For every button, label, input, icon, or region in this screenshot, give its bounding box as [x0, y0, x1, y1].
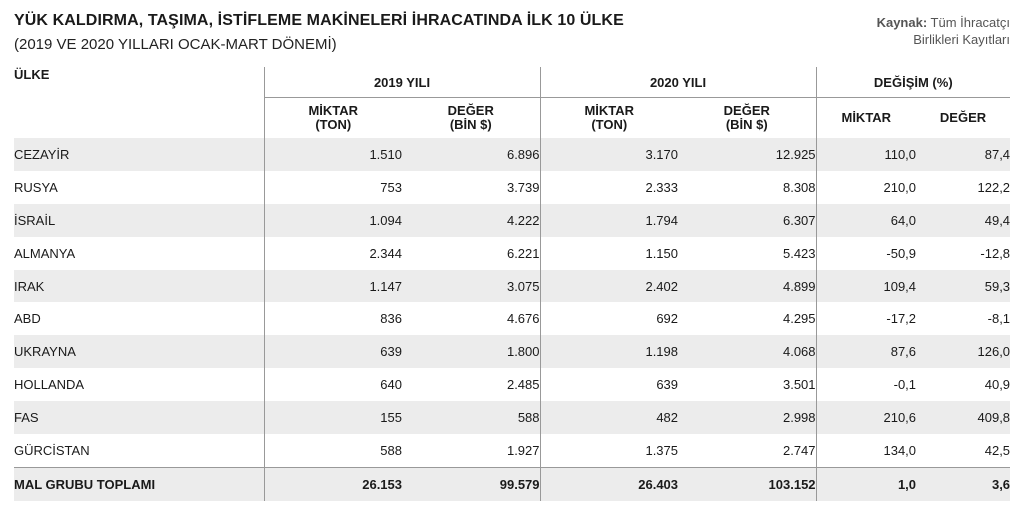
source-note [877, 14, 1010, 48]
quantity-2019-cell: 836 [264, 302, 402, 335]
country-cell: İSRAİL [14, 204, 264, 237]
value-2019-cell: 6.221 [402, 237, 540, 270]
value-2020-cell: 6.307 [678, 204, 816, 237]
country-cell: FAS [14, 401, 264, 434]
table-row [14, 270, 1010, 303]
source-line-1: Tüm İhracatçı [927, 15, 1010, 30]
table-body [14, 138, 1010, 501]
change-value-cell: 59,3 [916, 270, 1010, 303]
value-2019-cell: 3.075 [402, 270, 540, 303]
group-header-2020: 2020 YILI [540, 67, 816, 98]
value-2020-cell: 5.423 [678, 237, 816, 270]
country-column-header: ÜLKE [14, 67, 50, 82]
quantity-2019-cell: 1.094 [264, 204, 402, 237]
value-2020-cell: 12.925 [678, 138, 816, 171]
quantity-2020-cell: 26.403 [540, 467, 678, 500]
value-2020-cell: 4.068 [678, 335, 816, 368]
quantity-2020-cell: 2.333 [540, 171, 678, 204]
change-quantity-cell: 64,0 [816, 204, 916, 237]
source-label: Kaynak: [876, 15, 928, 30]
country-cell: UKRAYNA [14, 335, 264, 368]
change-value-cell: 87,4 [916, 138, 1010, 171]
value-2020-cell: 2.998 [678, 401, 816, 434]
change-quantity-cell: 210,6 [816, 401, 916, 434]
change-quantity-cell: 109,4 [816, 270, 916, 303]
header-change-value: DEĞER [939, 110, 987, 125]
table-row [14, 237, 1010, 270]
quantity-2020-cell: 1.375 [540, 434, 678, 467]
quantity-2019-cell: 640 [264, 368, 402, 401]
change-quantity-cell: -17,2 [816, 302, 916, 335]
quantity-2020-cell: 2.402 [540, 270, 678, 303]
table-row [14, 302, 1010, 335]
quantity-2020-cell: 692 [540, 302, 678, 335]
change-quantity-cell: 110,0 [816, 138, 916, 171]
value-2019-cell: 3.739 [402, 171, 540, 204]
change-quantity-cell: 134,0 [816, 434, 916, 467]
change-value-cell: 3,6 [916, 467, 1010, 500]
header-2019-quantity: MİKTAR (TON) [264, 98, 402, 139]
country-cell: HOLLANDA [14, 368, 264, 401]
change-quantity-cell: -0,1 [816, 368, 916, 401]
value-2019-cell: 6.896 [402, 138, 540, 171]
table-row [14, 204, 1010, 237]
value-2019-cell: 4.676 [402, 302, 540, 335]
country-cell: MAL GRUBU TOPLAMI [14, 467, 264, 500]
change-value-cell: 409,8 [916, 401, 1010, 434]
value-2019-cell: 1.927 [402, 434, 540, 467]
group-header-2019: 2019 YILI [264, 67, 540, 98]
quantity-2020-cell: 1.198 [540, 335, 678, 368]
country-cell: IRAK [14, 270, 264, 303]
change-quantity-cell: -50,9 [816, 237, 916, 270]
export-table [14, 67, 1010, 501]
change-value-cell: -8,1 [916, 302, 1010, 335]
value-2020-cell: 4.295 [678, 302, 816, 335]
quantity-2020-cell: 1.794 [540, 204, 678, 237]
quantity-2020-cell: 639 [540, 368, 678, 401]
change-value-cell: 126,0 [916, 335, 1010, 368]
page-title: YÜK KALDIRMA, TAŞIMA, İSTİFLEME MAKİNELERİ İHRACATINDA İLK 10 ÜLKE [14, 12, 624, 29]
quantity-2020-cell: 3.170 [540, 138, 678, 171]
value-2020-cell: 2.747 [678, 434, 816, 467]
header-2020-quantity: MİKTAR (TON) [540, 98, 678, 139]
table-row [14, 401, 1010, 434]
value-2019-cell: 2.485 [402, 368, 540, 401]
value-2019-cell: 1.800 [402, 335, 540, 368]
change-value-cell: 42,5 [916, 434, 1010, 467]
value-2020-cell: 4.899 [678, 270, 816, 303]
change-value-cell: 40,9 [916, 368, 1010, 401]
country-cell: ALMANYA [14, 237, 264, 270]
table-row [14, 138, 1010, 171]
country-cell: CEZAYİR [14, 138, 264, 171]
quantity-2019-cell: 155 [264, 401, 402, 434]
quantity-2019-cell: 1.510 [264, 138, 402, 171]
header-change-quantity: MİKTAR [816, 98, 916, 139]
value-2020-cell: 8.308 [678, 171, 816, 204]
source-line-2: Birlikleri Kayıtları [913, 32, 1010, 47]
country-cell: ABD [14, 302, 264, 335]
quantity-2019-cell: 588 [264, 434, 402, 467]
value-2019-cell: 4.222 [402, 204, 540, 237]
quantity-2020-cell: 1.150 [540, 237, 678, 270]
table-row [14, 335, 1010, 368]
header-2019-value: DEĞER (BİN $) [447, 103, 494, 132]
table-row [14, 368, 1010, 401]
change-quantity-cell: 1,0 [816, 467, 916, 500]
quantity-2020-cell: 482 [540, 401, 678, 434]
page-subtitle: (2019 VE 2020 YILLARI OCAK-MART DÖNEMİ) [14, 36, 337, 53]
quantity-2019-cell: 639 [264, 335, 402, 368]
value-2020-cell: 103.152 [678, 467, 816, 500]
change-value-cell: -12,8 [916, 237, 1010, 270]
quantity-2019-cell: 26.153 [264, 467, 402, 500]
value-2019-cell: 99.579 [402, 467, 540, 500]
value-2020-cell: 3.501 [678, 368, 816, 401]
country-cell: GÜRCİSTAN [14, 434, 264, 467]
group-header-change: DEĞİŞİM (%) [816, 67, 1010, 98]
country-cell: RUSYA [14, 171, 264, 204]
change-quantity-cell: 87,6 [816, 335, 916, 368]
table-row [14, 171, 1010, 204]
quantity-2019-cell: 753 [264, 171, 402, 204]
header-2020-value: DEĞER (BİN $) [723, 103, 770, 132]
change-quantity-cell: 210,0 [816, 171, 916, 204]
total-row [14, 467, 1010, 500]
change-value-cell: 122,2 [916, 171, 1010, 204]
table-row [14, 434, 1010, 467]
value-2019-cell: 588 [402, 401, 540, 434]
quantity-2019-cell: 2.344 [264, 237, 402, 270]
change-value-cell: 49,4 [916, 204, 1010, 237]
quantity-2019-cell: 1.147 [264, 270, 402, 303]
